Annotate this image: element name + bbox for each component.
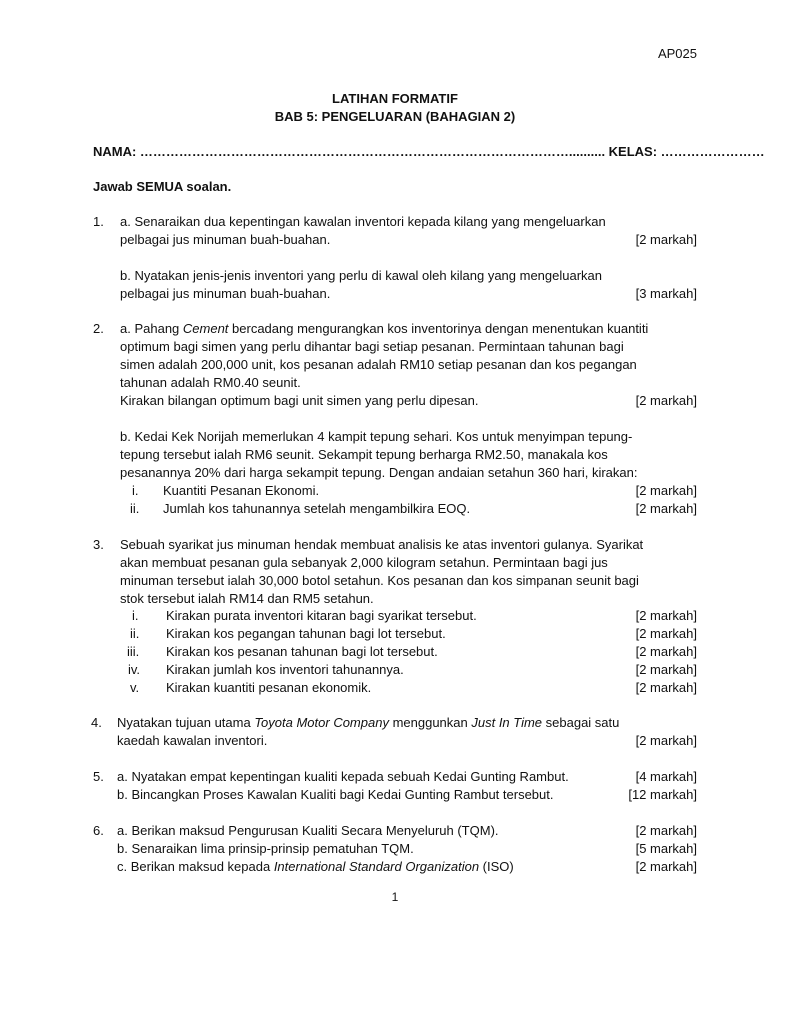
marks-label: [12 markah] (628, 787, 697, 802)
text-span: sebagai satu (542, 715, 620, 730)
question-text: minuman tersebut ialah 30,000 botol setahun. Kos pesanan dan kos simpanan seunit bagi (120, 573, 639, 588)
subitem-number: i. (132, 483, 139, 498)
marks-label: [2 markah] (635, 608, 697, 623)
question-text: kaedah kawalan inventori. (117, 733, 268, 748)
italic-term: Toyota Motor Company (254, 715, 389, 730)
question-text: optimum bagi simen yang perlu dihantar bagi setiap pesanan. Permintaan tahunan bagi (120, 339, 624, 354)
question-text: pelbagai jus minuman buah-buahan. (120, 286, 331, 301)
marks-label: [2 markah] (635, 232, 697, 247)
subitem-number: ii. (130, 626, 140, 641)
question-text: akan membuat pesanan gula sebanyak 2,000 kilogram setahun. Permintaan bagi jus (120, 555, 608, 570)
name-class-line: NAMA: ……………………………………………………………………………………….......... KELAS: …………………… (93, 144, 765, 159)
document-title: LATIHAN FORMATIF (332, 91, 458, 106)
marks-label: [3 markah] (635, 286, 697, 301)
text-span: (ISO) (479, 859, 514, 874)
question-number: 3. (93, 537, 104, 552)
document-subtitle: BAB 5: PENGELUARAN (BAHAGIAN 2) (274, 109, 516, 124)
subitem-text: Kirakan jumlah kos inventori tahunannya. (166, 662, 404, 677)
italic-term: Cement (182, 321, 229, 336)
subitem-text: Jumlah kos tahunannya setelah mengambilkira EOQ. (163, 501, 471, 516)
question-number: 5. (93, 769, 104, 784)
marks-label: [2 markah] (635, 644, 697, 659)
italic-term: Just In Time (471, 715, 543, 730)
question-text: pesanannya 20% dari harga sekampit tepung. Dengan andaian setahun 360 hari, kirakan: (120, 465, 638, 480)
question-text (117, 858, 514, 876)
question-text: b. Bincangkan Proses Kawalan Kualiti bagi Kedai Gunting Rambut tersebut. (117, 787, 554, 802)
marks-label: [2 markah] (635, 680, 697, 695)
question-text: a. Nyatakan empat kepentingan kualiti kepada sebuah Kedai Gunting Rambut. (117, 769, 569, 784)
subitem-number: iii. (127, 644, 140, 659)
question-text: pelbagai jus minuman buah-buahan. (120, 232, 331, 247)
marks-label: [2 markah] (635, 626, 697, 641)
page-number: 1 (391, 890, 399, 904)
instruction: Jawab SEMUA soalan. (93, 179, 232, 194)
marks-label: [2 markah] (635, 859, 697, 874)
marks-label: [2 markah] (635, 483, 697, 498)
marks-label: [2 markah] (635, 733, 697, 748)
marks-label: [5 markah] (635, 841, 697, 856)
question-text: Kirakan bilangan optimum bagi unit simen yang perlu dipesan. (120, 393, 479, 408)
text-span: bercadang mengurangkan kos inventorinya dengan menentukan kuantiti (228, 321, 649, 336)
text-span: a. Pahang (120, 321, 183, 336)
question-number: 4. (91, 715, 102, 730)
marks-label: [2 markah] (635, 393, 697, 408)
question-number: 1. (93, 214, 104, 229)
question-text (117, 714, 619, 732)
marks-label: [2 markah] (635, 662, 697, 677)
subitem-number: i. (132, 608, 139, 623)
marks-label: [2 markah] (635, 501, 697, 516)
subitem-text: Kuantiti Pesanan Ekonomi. (163, 483, 320, 498)
question-text: b. Kedai Kek Norijah memerlukan 4 kampit tepung sehari. Kos untuk menyimpan tepung- (120, 429, 633, 444)
question-text: a. Senaraikan dua kepentingan kawalan inventori kepada kilang yang mengeluarkan (120, 214, 606, 229)
subitem-text: Kirakan kos pegangan tahunan bagi lot tersebut. (166, 626, 446, 641)
document-code: AP025 (657, 46, 697, 61)
question-text: tepung tersebut ialah RM6 seunit. Sekampit tepung berharga RM2.50, manakala kos (120, 447, 608, 462)
subitem-number: ii. (130, 501, 140, 516)
question-text: stok tersebut ialah RM14 dan RM5 setahun. (120, 591, 374, 606)
subitem-text: Kirakan purata inventori kitaran bagi syarikat tersebut. (166, 608, 477, 623)
subitem-number: iv. (128, 662, 141, 677)
question-text: a. Berikan maksud Pengurusan Kualiti Secara Menyeluruh (TQM). (117, 823, 499, 838)
question-number: 2. (93, 321, 104, 336)
text-span: c. Berikan maksud kepada (117, 859, 274, 874)
marks-label: [4 markah] (635, 769, 697, 784)
text-span: Nyatakan tujuan utama (117, 715, 255, 730)
subitem-text: Kirakan kos pesanan tahunan bagi lot tersebut. (166, 644, 438, 659)
question-text: tahunan adalah RM0.40 seunit. (120, 375, 301, 390)
question-text (120, 320, 648, 338)
subitem-text: Kirakan kuantiti pesanan ekonomik. (166, 680, 372, 695)
question-text: simen adalah 200,000 unit, kos pesanan adalah RM10 setiap pesanan dan kos pegangan (120, 357, 637, 372)
question-text: b. Senaraikan lima prinsip-prinsip pematuhan TQM. (117, 841, 414, 856)
question-text: b. Nyatakan jenis-jenis inventori yang perlu di kawal oleh kilang yang mengeluarkan (120, 268, 603, 283)
marks-label: [2 markah] (635, 823, 697, 838)
question-text: Sebuah syarikat jus minuman hendak membuat analisis ke atas inventori gulanya. Syarikat (120, 537, 644, 552)
text-span: menggunkan (388, 715, 472, 730)
subitem-number: v. (130, 680, 140, 695)
italic-term: International Standard Organization (273, 859, 480, 874)
question-number: 6. (93, 823, 104, 838)
